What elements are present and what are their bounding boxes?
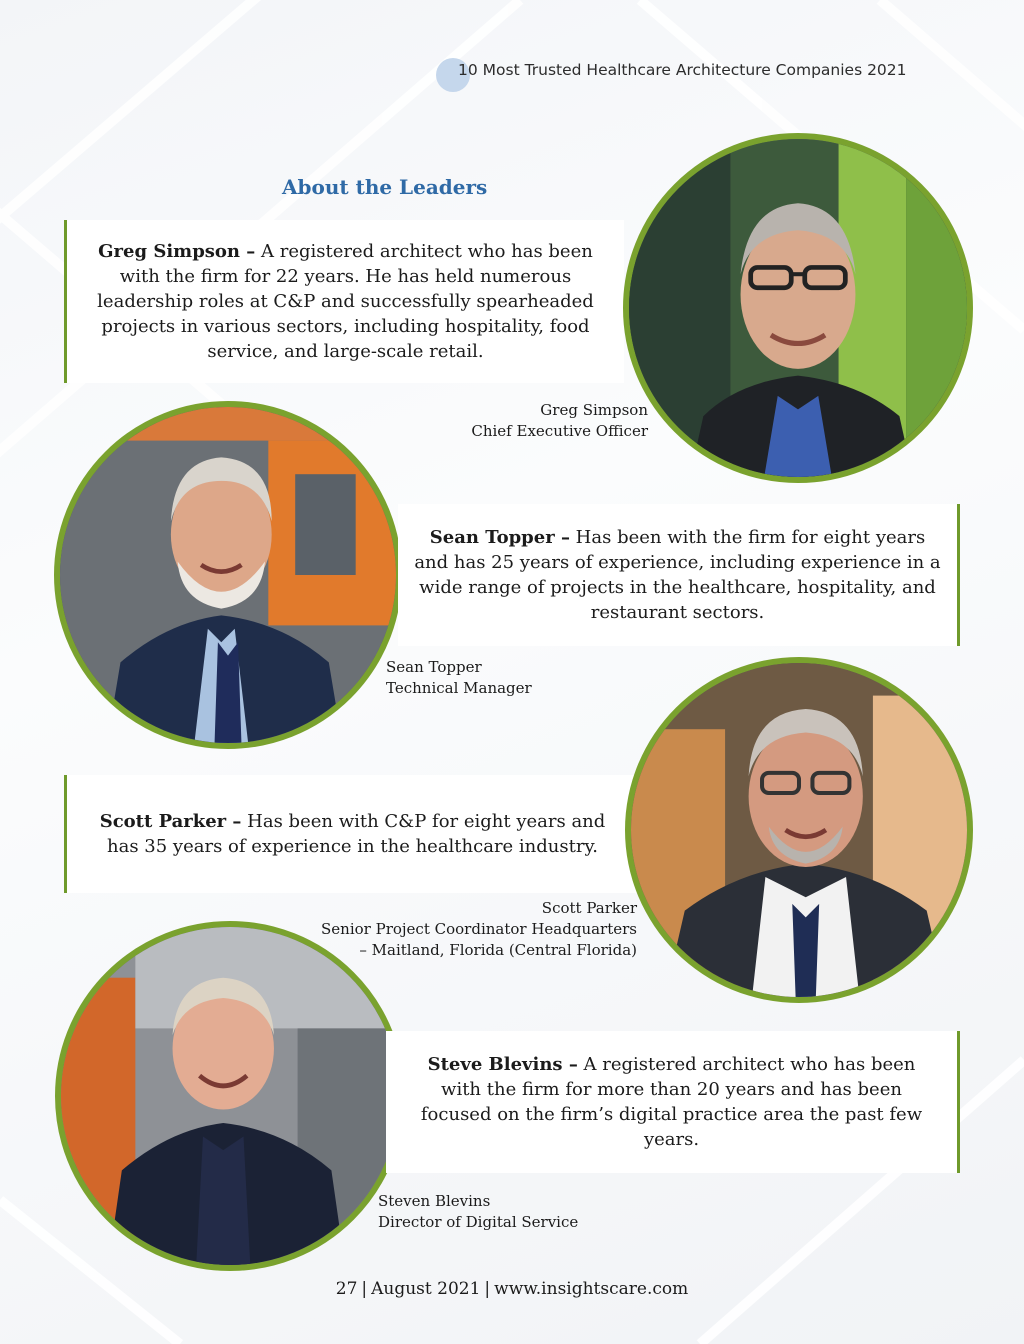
website-link[interactable]: www.insightscare.com [494,1279,689,1299]
caption-name: Steven Blevins [378,1192,491,1210]
caption-greg-simpson [471,400,648,442]
leader-name: Sean Topper – [429,527,570,548]
portrait-photo [60,407,396,743]
portrait-photo [61,927,399,1265]
leader-name: Greg Simpson – [98,241,256,262]
page-footer [0,1279,1024,1299]
caption-role: Technical Manager [386,679,532,697]
issue-date: August 2021 [371,1279,481,1299]
footer-separator: | [484,1279,491,1299]
caption-scott-parker [321,898,637,961]
caption-role: Director of Digital Service [378,1213,579,1231]
portrait-steve-blevins [55,921,405,1271]
portrait-sean-topper [54,401,402,749]
leader-bio-greg-simpson [64,220,624,383]
leader-bio-sean-topper [398,504,960,646]
leader-bio-text: Has been with C&P for eight years and has 35 years of experience in the healthcare industry. [107,811,606,857]
portrait-greg-simpson [623,133,973,483]
bio-paragraph [98,809,608,859]
caption-name: Greg Simpson [540,401,648,419]
leader-bio-text: A registered architect who has been with the firm for 22 years. He has held numerous leadership roles at C&P and successfully spearheaded projects in various sectors, including hospitality, food service, and large-scale retail. [97,241,594,362]
leader-bio-text: A registered architect who has been with the firm for more than 20 years and has been focused on the firm’s digital practice area the past few years. [420,1054,923,1150]
leader-bio-text: Has been with the firm for eight years and has 25 years of experience, including experience in a wide range of projects in the healthcare, hospitality, and restaurant sectors. [414,527,941,623]
caption-role: Senior Project Coordinator Headquarters [321,920,637,938]
caption-name: Sean Topper [386,658,482,676]
leader-name: Scott Parker – [99,811,242,832]
caption-steve-blevins [378,1191,578,1233]
bio-paragraph [91,239,601,364]
portrait-scott-parker [625,657,973,1003]
leader-bio-scott-parker [64,775,638,893]
portrait-photo [631,663,967,997]
leader-name: Steve Blevins – [427,1054,578,1075]
bio-paragraph [412,1052,932,1152]
publication-title: 10 Most Trusted Healthcare Architecture Companies 2021 [458,61,907,79]
section-title: About the Leaders [282,175,488,199]
bio-paragraph [413,525,943,625]
caption-name: Scott Parker [541,899,637,917]
footer-separator: | [361,1279,368,1299]
portrait-photo [629,139,967,477]
caption-sean-topper [386,657,532,699]
page-number: 27 [335,1279,358,1299]
caption-location: – Maitland, Florida (Central Florida) [359,941,637,959]
leader-bio-steve-blevins [386,1031,960,1173]
caption-role: Chief Executive Officer [471,422,648,440]
